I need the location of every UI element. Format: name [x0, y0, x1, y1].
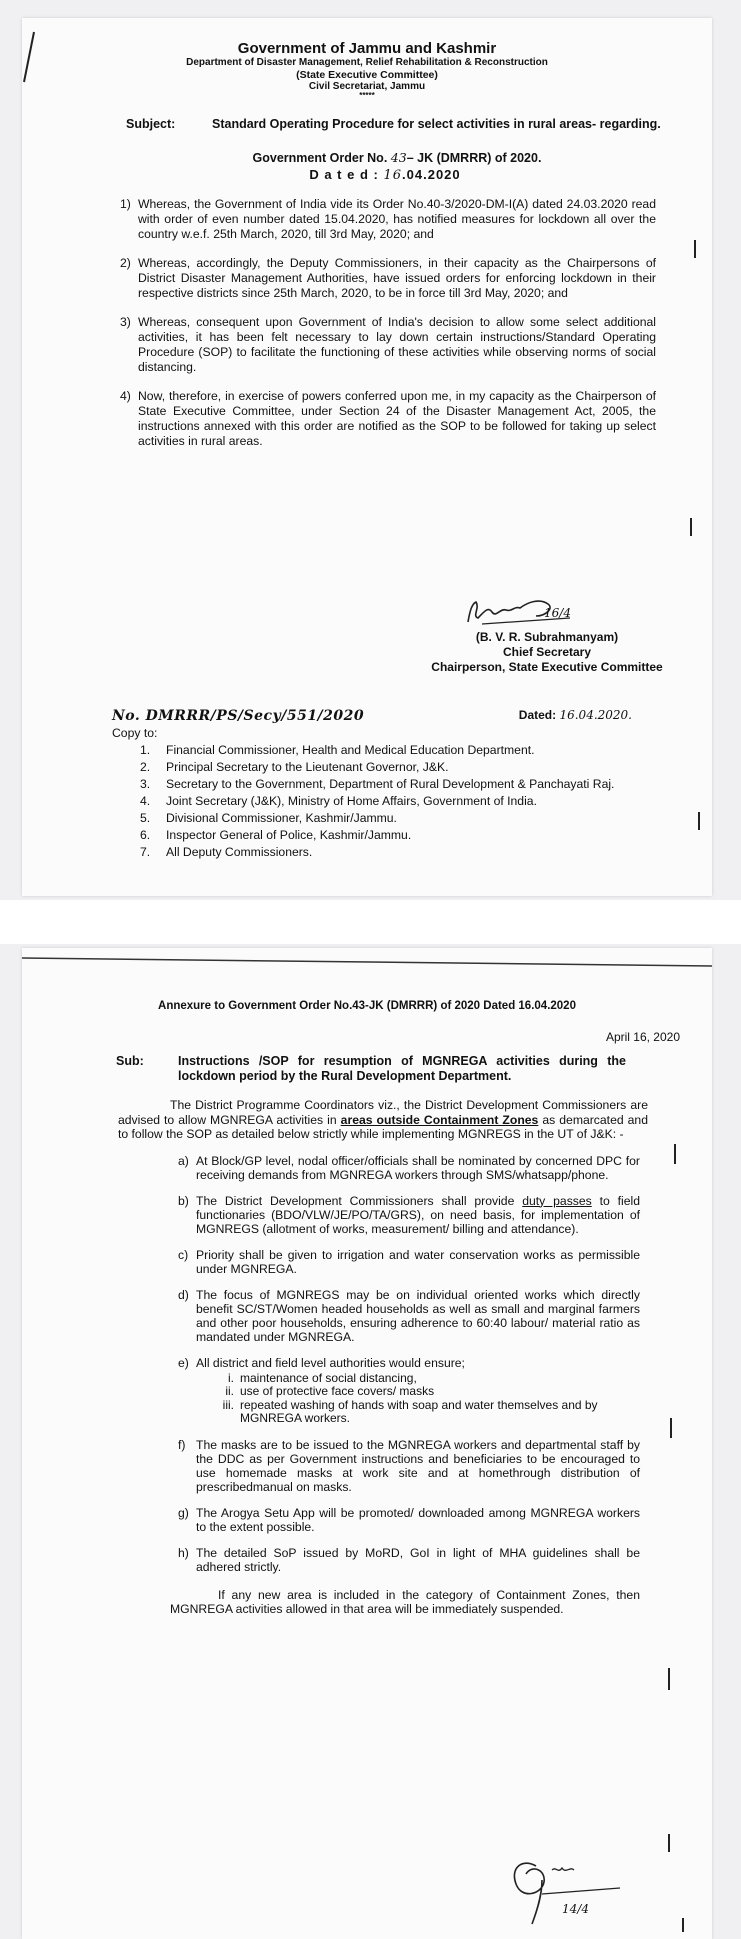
list-item-number: 1.: [140, 743, 151, 757]
margin-mark: [674, 1144, 676, 1164]
instruction-item: [178, 1546, 640, 1574]
item-text-pre: The District Development Commissioners shall provide: [196, 1193, 523, 1208]
annexure-title: Annexure to Government Order No.43-JK (DMRRR) of 2020 Dated 16.04.2020: [158, 1000, 576, 1012]
order-date-day: 16: [383, 168, 403, 183]
list-item: [140, 811, 660, 825]
margin-mark: [668, 1834, 670, 1852]
paragraph: [120, 256, 656, 301]
paragraph: [120, 315, 656, 375]
order-number-handwritten: 43: [390, 150, 407, 165]
sub-item-number: ii.: [225, 1384, 234, 1398]
list-item-text: All Deputy Commissioners.: [166, 845, 313, 859]
subject-text: Standard Operating Procedure for select activities in rural areas- regarding.: [212, 117, 661, 131]
annexure-subject-label: Sub:: [116, 1054, 144, 1068]
instruction-item: [178, 1356, 640, 1370]
order-number: [22, 150, 712, 165]
item-letter: b): [178, 1193, 189, 1208]
reference-number: No. DMRRR/PS/Secy/551/2020: [112, 708, 365, 724]
paragraph-text: Whereas, the Government of India vide its Order No.40-3/2020-DM-I(A) dated 24.03.2020 read with order of even number dated 15.04.2020, has notified measures for lockdown all over the country w.e.f. 25th March, 2020, till 3rd May, 2020; and: [138, 197, 656, 241]
paragraph-text: Whereas, accordingly, the Deputy Commissioners, in their capacity as the Chairpersons of District Disaster Management Authorities, have issued orders for enforcing lockdown in their respective districts since 25th March, 2020, to be in force till 3rd May, 2020; and: [138, 256, 656, 300]
order-date-label: D a t e d :: [309, 167, 379, 182]
item-text: Priority shall be given to irrigation and water conservation works as permissible under MGNREGA.: [196, 1247, 640, 1276]
paragraph-text: Whereas, consequent upon Government of India's decision to allow some select additional activities, it has been felt necessary to lay down certain instructions/Standard Operating Procedure (SOP) to facilitate the functioning of these activities while observing norms of social distancing.: [138, 315, 656, 374]
margin-mark: [670, 1418, 672, 1438]
order-date-rest: .04.2020: [402, 167, 461, 182]
item-text-post: to field functionaries (BDO/VLW/JE/PO/TA/GRS), on need basis, for implementation of MGNREGS (allotment of works, measurement/ billing and attendance).: [196, 1193, 640, 1236]
signature-initials-date: 16/4: [544, 606, 571, 620]
annexure-date: April 16, 2020: [605, 1030, 680, 1044]
margin-mark: [682, 1918, 684, 1932]
list-item-text: Divisional Commissioner, Kashmir/Jammu.: [166, 811, 397, 825]
paragraph-number: 4): [120, 389, 131, 403]
reference-row: [112, 708, 632, 724]
item-text: The masks are to be issued to the MGNREGA workers and departmental staff by the DDC as per Government instructions and beneficiaries to be encouraged to use homemade masks at work site and at homethrough distribution of prescribedmanual on masks.: [196, 1437, 640, 1494]
paragraph-text: Now, therefore, in exercise of powers conferred upon me, in my capacity as the Chairperson of State Executive Committee, under Section 24 of the Disaster Management Act, 2005, the instructions annexed with this order are notified as the SOP to be followed for taking up select activities in rural areas.: [138, 389, 656, 448]
paragraph-number: 2): [120, 256, 131, 270]
annexure-subject: [116, 1054, 712, 1084]
signatory-title: Chief Secretary: [502, 645, 592, 659]
document-page-1: [22, 18, 712, 896]
item-letter: h): [178, 1545, 189, 1560]
sub-item-text: use of protective face covers/ masks: [240, 1384, 435, 1398]
list-item-text: Principal Secretary to the Lieutenant Governor, J&K.: [166, 760, 449, 774]
item-letter: a): [178, 1153, 189, 1168]
ensure-sublist: [212, 1372, 632, 1426]
instruction-item: [178, 1248, 640, 1276]
location-heading: Civil Secretariat, Jammu: [308, 81, 426, 92]
copy-to-label: Copy to:: [112, 726, 158, 740]
document-page-2: [22, 948, 712, 1939]
list-item: [140, 828, 660, 842]
list-item-number: 6.: [140, 828, 151, 842]
reference-date-label: Dated:: [518, 708, 557, 722]
list-item: [140, 760, 660, 774]
order-suffix: – JK (DMRRR) of 2020.: [406, 151, 542, 165]
instruction-item: [178, 1288, 640, 1344]
sub-item: [212, 1399, 632, 1426]
sub-item-text: maintenance of social distancing,: [240, 1370, 417, 1385]
list-item: [140, 845, 660, 859]
intro-underlined: areas outside Containment Zones: [340, 1112, 539, 1127]
item-letter: e): [178, 1355, 189, 1370]
order-date: [22, 167, 712, 183]
paragraph-number: 3): [120, 315, 131, 329]
reference-date: [519, 708, 632, 724]
committee-heading: (State Executive Committee): [296, 69, 438, 81]
list-item-number: 2.: [140, 760, 151, 774]
list-item-text: Inspector General of Police, Kashmir/Jammu.: [166, 828, 412, 842]
instruction-item: [178, 1194, 640, 1236]
margin-mark: [668, 1668, 670, 1690]
list-item-text: Secretary to the Government, Department of Rural Development & Panchayati Raj.: [166, 777, 615, 791]
item-text: The Arogya Setu App will be promoted/ downloaded among MGNREGA workers to the extent possible.: [196, 1505, 640, 1534]
closing-paragraph: If any new area is included in the category of Containment Zones, then MGNREGA activities allowed in that area will be immediately suspended.: [170, 1587, 640, 1616]
list-item-number: 5.: [140, 811, 151, 825]
list-item-number: 7.: [140, 845, 151, 859]
sub-item: [212, 1372, 632, 1386]
item-letter: c): [178, 1247, 189, 1262]
list-item: [140, 794, 660, 808]
item-text: [196, 1194, 640, 1236]
item-letter: d): [178, 1287, 189, 1302]
margin-mark: [698, 812, 700, 830]
government-heading: Government of Jammu and Kashmir: [237, 40, 497, 57]
annexure-signature-image: [502, 1844, 632, 1934]
order-prefix: Government Order No.: [252, 151, 388, 165]
paragraph-number: 1): [120, 197, 131, 211]
sub-item-number: i.: [228, 1370, 234, 1385]
paragraph: [120, 389, 656, 449]
instruction-item: [178, 1154, 640, 1182]
item-letter: g): [178, 1505, 189, 1520]
item-text: The detailed SoP issued by MoRD, GoI in light of MHA guidelines shall be adhered strictly.: [196, 1545, 640, 1574]
list-item-number: 3.: [140, 777, 151, 791]
item-text: All district and field level authorities would ensure;: [196, 1355, 465, 1370]
annexure-signature-date: 14/4: [562, 1902, 589, 1916]
subject-line: [126, 117, 712, 132]
annexure-subject-text: Instructions /SOP for resumption of MGNREGA activities during the lockdown period by the Rural Development Department.: [178, 1054, 626, 1083]
list-item-text: Joint Secretary (J&K), Ministry of Home Affairs, Government of India.: [166, 794, 537, 808]
intro-text-cont: as demarcated and to follow the SOP as detailed below strictly while implementing MGNREGS in the UT of J&K: -: [118, 1112, 648, 1141]
list-item: [140, 777, 660, 791]
signatory-role: Chairperson, State Executive Committee: [431, 660, 663, 674]
subject-label: Subject:: [126, 117, 176, 131]
item-text: At Block/GP level, nodal officer/officials shall be nominated by concerned DPC for receiving demands from MGNREGA workers through SMS/whatsapp/phone.: [196, 1153, 640, 1182]
header-stars: *****: [359, 91, 375, 100]
page-top-edge: [22, 948, 712, 968]
signature-block: [422, 630, 672, 675]
paragraph: [120, 197, 656, 242]
list-item-text: Financial Commissioner, Health and Medical Education Department.: [166, 743, 535, 757]
page-gap: [0, 900, 741, 944]
instruction-item: [178, 1506, 640, 1534]
item-letter: f): [178, 1437, 186, 1452]
annexure-intro: [118, 1098, 648, 1142]
corner-mark: [22, 28, 42, 88]
signatory-name: (B. V. R. Subrahmanyam): [475, 630, 619, 644]
reference-date-value: 16.04.2020.: [559, 708, 632, 722]
department-heading: Department of Disaster Management, Relief Rehabilitation & Reconstruction: [186, 57, 548, 68]
item-text: The focus of MGNREGS may be on individual oriented works which directly benefit SC/ST/Women headed households as well as small and marginal farmers and other poor households, ensuring adherence to 60:40 labour/ material ratio as mandated under MGNREGA.: [196, 1287, 640, 1344]
instruction-item: [178, 1438, 640, 1494]
sub-item-text: repeated washing of hands with soap and water themselves and by MGNREGA workers.: [240, 1397, 598, 1425]
margin-mark: [690, 518, 692, 536]
sub-item: [212, 1385, 632, 1399]
copy-to-list: [140, 743, 660, 862]
list-item-number: 4.: [140, 794, 151, 808]
item-text-underlined: duty passes: [522, 1193, 592, 1208]
list-item: [140, 743, 660, 757]
sub-item-number: iii.: [222, 1397, 234, 1412]
intro-text: The District Programme Coordinators viz., the District Development Commissioners are advised to allow MGNREGA activities in: [118, 1098, 648, 1127]
margin-mark: [694, 240, 696, 258]
